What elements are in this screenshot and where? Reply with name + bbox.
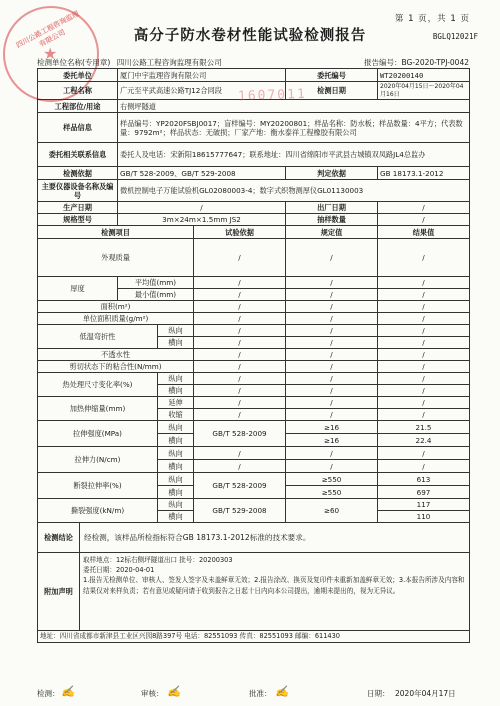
- form-code: BGLQ12021F: [432, 32, 478, 41]
- table-row: 撕裂强度(kN/m) 纵向 GB/T 529-2008 ≥60 117: [38, 499, 470, 511]
- equipment-value: 微机控制电子万能试验机GL02080003-4；数字式织物测厚仪GL01130003: [118, 180, 470, 202]
- table-row: 面积(m²) / / /: [38, 301, 470, 313]
- project-value: 广元至平武高速公路TJ12合同段: [118, 82, 286, 100]
- table-row: 最小值(mm) / / /: [38, 289, 470, 301]
- report-table: 委托单位 厦门中宇监理咨询有限公司 委托编号 WT20200140 工程名称 广元至平武高速公路TJ12合同段 检测日期 2020年04月15日～2020年04月16日 工程部位/用途 右侧坪隧道 样品信息 样品编号：YP2020FSBJ0017；盲样编号：MY20200801；样品名称：防水板；样品数量：4平方；代表数量：9792m²；样品状态：无破损；厂家产地：衡水泰祥工程橡胶有限公司 委托相关联系信息 委托人及电话：宋新阳18615777647；联系地址：四川省绵阳市平武县古城镇双凤路JL4总监办 检测依据 GB/T 528-2009、GB/T 529-2008 判定依据 GB 18173.1-2012 主要仪器设备名称及编号 微机控制电子万能试验机GL02080003-4；数字式织物测厚仪GL01130003 生产日期 / 出厂日期 / 规格型号 3m×24m×1.5mm JS2 抽样数量 / 检测项目 试验依据 规定值 结果值 外观质量 / / / 厚度 平均值(mm) / / / 最小值(mm) / / / 面积(m²) / / / 单位面积质量(g/m²) / / / 低温弯折性 纵向 / / / 横向 / / / 不透水性 / / / 剪切状态下的粘合性(N/mm) / / / 热处理尺寸变化率(%) 纵向 / / / 横向 / / / 加热伸缩量(mm) 延伸 / / / 收缩 / / / 拉伸强度(MPa) 纵向 GB/T 528-2009 ≥16 21.5 横向 ≥16 22.4 拉伸力(N/cm) 纵向 / / / 横向 / / / 断裂拉伸率(%) 纵向 GB/T 528-2009 ≥550 613 横向 ≥550 697 撕裂强度(kN/m) 纵向 GB/T 529-2008 ≥60 117 横向 110 检测结论 经检测，该样品所检指标符合GB 18173.1-2012标准的技术要求。 附加声明 取样地点：12标右侧坪隧道出口 批号：20200303 委托日期：2020-04-01 1.报告无检测单位、审核人、签发人签字及未盖鲜章无效；2.报告涂改、换页及复印件未重新加盖鲜章无效；3.本报告所涉及内容和结果仅对来样负责；若有意见或疑问请于收到报告之日起十日内向本公司提出，逾期未提出的，视为无异议。 地址：四川省成都市新津县工业区兴园8路397号 电话：82551093 传真：82551093 邮编：611430: [37, 68, 470, 643]
- basis-value: GB/T 528-2009、GB/T 529-2008: [118, 167, 286, 180]
- spec-value: 3m×24m×1.5mm JS2: [118, 214, 286, 226]
- table-row: 外观质量 / / /: [38, 239, 470, 277]
- table-row: 断裂拉伸率(%) 纵向 GB/T 528-2009 ≥550 613: [38, 473, 470, 486]
- table-row: 拉伸力(N/cm) 纵向 / / /: [38, 447, 470, 460]
- date-label: 日期：: [367, 689, 390, 698]
- report-no: 报告编号：BG-2020-TPJ-0042: [364, 58, 469, 67]
- table-row: 横向 / / /: [38, 385, 470, 397]
- table-row: 热处理尺寸变化率(%) 纵向 / / /: [38, 373, 470, 385]
- red-stamp-mark: 1607011: [237, 86, 308, 105]
- commission-no: WT20200140: [378, 69, 470, 82]
- table-row: 横向 110: [38, 511, 470, 523]
- sample-info: 样品编号：YP2020FSBJ0017；盲样编号：MY20200801；样品名称：防水板；样品数量：4平方；代表数量：9792m²；样品状态：无破损；厂家产地：衡水泰祥工程橡胶有限公司: [118, 113, 470, 143]
- tester-signature: ✍: [61, 685, 75, 698]
- seal-star-icon: ★: [43, 44, 58, 63]
- table-row: 低温弯折性 纵向 / / /: [38, 325, 470, 337]
- address-line: 地址：四川省成都市新津县工业区兴园8路397号 电话：82551093 传真：82551093 邮编：611430: [38, 631, 470, 643]
- table-row: 横向 ≥550 697: [38, 486, 470, 499]
- unit-label: 检测单位名称(专用章): [37, 58, 111, 67]
- table-row: 收缩 / / /: [38, 409, 470, 421]
- report-title: 高分子防水卷材性能试验检测报告: [133, 28, 367, 44]
- table-row: 横向 ≥16 22.4: [38, 434, 470, 447]
- client-value: 厦门中宇监理咨询有限公司: [118, 69, 286, 82]
- unit-value: 四川公路工程咨询监理有限公司: [116, 58, 222, 67]
- company-seal: 四川公路工程咨询监理有限公司 ★: [3, 6, 99, 102]
- part-value: 右侧坪隧道: [118, 100, 470, 113]
- table-row: 厚度 平均值(mm) / / /: [38, 277, 470, 289]
- table-row: 拉伸强度(MPa) 纵向 GB/T 528-2009 ≥16 21.5: [38, 421, 470, 434]
- table-row: 横向 / / /: [38, 337, 470, 349]
- witness-info: 委托人及电话：宋新阳18615777647；联系地址：四川省绵阳市平武县古城镇双凤路JL4总监办: [118, 143, 470, 167]
- table-row: 不透水性 / / /: [38, 349, 470, 361]
- notes-text: 取样地点：12标右侧坪隧道出口 批号：20200303 委托日期：2020-04-01 1.报告无检测单位、审核人、签发人签字及未盖鲜章无效；2.报告涂改、换页及复印件未重新加盖鲜章无效；3.本报告所涉及内容和结果仅对来样负责；若有意见或疑问请于收到报告之日起十日内向本公司提出，逾期未提出的，视为无异议。: [80, 553, 470, 631]
- table-row: 剪切状态下的粘合性(N/mm) / / /: [38, 361, 470, 373]
- test-date: 2020年04月15日～2020年04月16日: [378, 82, 470, 100]
- table-row: 横向 / / /: [38, 460, 470, 473]
- reviewer-signature: ✍: [167, 685, 181, 698]
- judge-value: GB 18173.1-2012: [378, 167, 470, 180]
- conclusion-text: 经检测，该样品所检指标符合GB 18173.1-2012标准的技术要求。: [80, 523, 470, 553]
- page-number: 第 1 页，共 1 页: [394, 14, 470, 24]
- table-row: 加热伸缩量(mm) 延伸 / / /: [38, 397, 470, 409]
- approver-signature: ✍: [275, 685, 289, 698]
- report-page: 四川公路工程咨询监理有限公司 ★ 第 1 页，共 1 页 高分子防水卷材性能试验检测报告 BGLQ12021F 检测单位名称(专用章) 四川公路工程咨询监理有限公司 报告编号：BG-2020-TPJ-0042 委托单位 厦门中宇监理咨询有限公司 委托编号 WT20200140 工程名称 广元至平武高速公路TJ12合同段 检测日期 2020年04月15日～2020年04月16日 工程部位/用途 右侧坪隧道 样品信息 样品编号：YP2020FSBJ0017；盲样编号：MY20200801；样品名称：防水板；样品数量：4平方；代表数量：9792m²；样品状态：无破损；厂家产地：衡水泰祥工程橡胶有限公司 委托相关联系信息 委托人及电话：宋新阳18615777647；联系地址：四川省绵阳市平武县古城镇双凤路JL4总监办 检测依据 GB/T 528-2009、GB/T 529-2008 判定依据 GB 18173.1-2012 主要仪器设备名称及编号 微机控制电子万能试验机GL02080003-4；数字式织物测厚仪GL01130003 生产日期 / 出厂日期 / 规格型号 3m×24m×1.5mm JS2 抽样数量 / 检测项目 试验依据 规定值 结果值 外观质量 / / / 厚度 平均值(mm) / / / 最小值(mm) / / / 面积(m²) / / / 单位面积质量(g/m²) / / / 低温弯折性 纵向 / / / 横向 / / / 不透水性 / / / 剪切状态下的粘合性(N/mm) / / / 热处理尺寸变化率(%) 纵向 / / / 横向 / / / 加热伸缩量(mm) 延伸 / / / 收缩 / / / 拉伸强度(MPa) 纵向 GB/T 528-2009 ≥16 21.5 横向 ≥16 22.4 拉伸力(N/cm) 纵向 / / / 横向 / / / 断裂拉伸率(%) 纵向 GB/T 528-2009 ≥550 613 横向 ≥550 697 撕裂强度(kN/m) 纵向 GB/T 529-2008 ≥60 117 横向 110 检测结论 经检测，该样品所检指标符合GB 18173.1-2012标准的技术要求。 附加声明 取样地点：12标右侧坪隧道出口 批号：20200303 委托日期：2020-04-01 1.报告无检测单位、审核人、签发人签字及未盖鲜章无效；2.报告涂改、换页及复印件未重新加盖鲜章无效；3.本报告所涉及内容和结果仅对来样负责；若有意见或疑问请于收到报告之日起十日内向本公司提出，逾期未提出的，视为无异议。 地址：四川省成都市新津县工业区兴园8路397号 电话：82551093 传真：82551093 邮编：611430 1607011 检测： ✍ 审核： ✍ 批准： ✍ 日期： 2020年04月17日: [0, 0, 500, 706]
- date-value: 2020年04月17日: [395, 689, 456, 698]
- report-meta-row: [37, 57, 469, 68]
- table-row: 单位面积质量(g/m²) / / /: [38, 313, 470, 325]
